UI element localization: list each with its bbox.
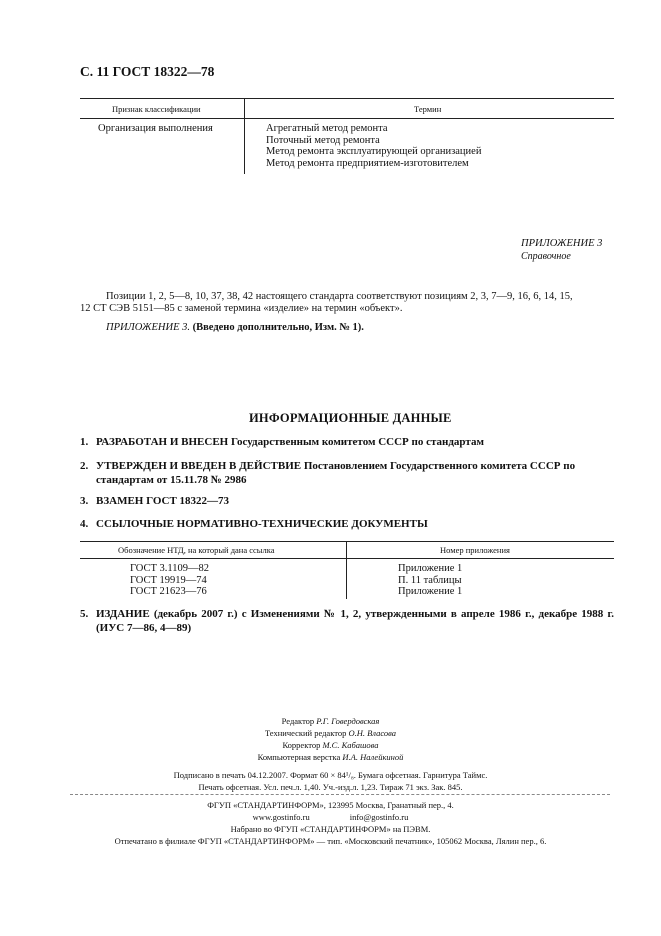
table-column-divider — [244, 98, 245, 174]
table-cell-term: Агрегатный метод ремонта — [266, 123, 388, 134]
imprint-layout: Компьютерная верстка И.А. Налейкиной — [257, 752, 404, 762]
table-header-feature: Признак классификации — [112, 104, 201, 114]
ref-table-appendix: Приложение 1 — [398, 586, 463, 597]
imprint-website: www.gostinfo.ru — [252, 812, 310, 822]
imprint-contacts — [0, 812, 661, 822]
appendix-subtitle: Справочное — [521, 251, 571, 262]
table-cell-term: Метод ремонта эксплуатирующей организацией — [266, 146, 482, 157]
ref-table-top-rule — [80, 541, 614, 542]
ref-table-appendix: П. 11 таблицы — [398, 574, 462, 586]
page-header: С. 11 ГОСТ 18322—78 — [80, 64, 215, 79]
ref-table-header-doc: Обозначение НТД, на который дана ссылка — [118, 545, 275, 555]
info-item-number: 3. — [80, 495, 89, 507]
appendix-note-label: ПРИЛОЖЕНИЕ 3. — [106, 322, 190, 333]
ref-table-doc: ГОСТ 3.1109—82 — [130, 563, 210, 574]
imprint-corrector: Корректор М.С. Кабашова — [282, 740, 379, 750]
appendix-paragraph-line: Позиции 1, 2, 5—8, 10, 37, 38, 42 настоящего стандарта соответствуют позициям 2, 3, 7—9, 16, 6, 14, 15, — [106, 291, 573, 302]
appendix-title: ПРИЛОЖЕНИЕ 3 — [521, 238, 603, 249]
imprint-editor: Редактор Р.Г. Говердовская — [281, 716, 380, 726]
appendix-note — [106, 322, 364, 333]
info-item-text: УТВЕРЖДЕН И ВВЕДЕН В ДЕЙСТВИЕ Постановлением Государственного комитета СССР по стандартам от 15.11.78 № 2986 — [96, 460, 576, 486]
table-header-term: Термин — [414, 104, 442, 114]
ref-table-header-rule — [80, 558, 614, 559]
imprint-print-line: Подписано в печать 04.12.2007. Формат 60 × 84¹/₈. Бумага офсетная. Гарнитура Таймс. — [173, 770, 488, 780]
imprint-email: info@gostinfo.ru — [349, 812, 409, 822]
info-item-text: ССЫЛОЧНЫЕ НОРМАТИВНО-ТЕХНИЧЕСКИЕ ДОКУМЕНТЫ — [96, 518, 428, 530]
info-item-number: 4. — [80, 518, 89, 530]
imprint-publisher: ФГУП «СТАНДАРТИНФОРМ», 123995 Москва, Гранатный пер., 4. — [207, 800, 454, 810]
table-header-rule — [80, 118, 614, 119]
info-item-number: 5. — [80, 608, 89, 620]
ref-table-doc: ГОСТ 19919—74 — [130, 574, 207, 586]
info-item — [80, 495, 614, 509]
info-item-number: 1. — [80, 436, 89, 448]
info-item-text: ИЗДАНИЕ (декабрь 2007 г.) с Изменениями № 1, 2, утвержденными в апреле 1986 г., декабре 1988 г. (ИУС 7—86, 4—89) — [96, 608, 614, 634]
table-cell-term: Метод ремонта предприятием-изготовителем — [266, 157, 469, 169]
info-title: ИНФОРМАЦИОННЫЕ ДАННЫЕ — [249, 411, 452, 425]
table-cell-feature: Организация выполнения — [98, 123, 213, 134]
info-item — [80, 518, 614, 532]
ref-table-appendix: Приложение 1 — [398, 563, 463, 574]
imprint-tech-editor: Технический редактор О.Н. Власова — [264, 728, 397, 738]
imprint-printed: Отпечатано в филиале ФГУП «СТАНДАРТИНФОРМ» — тип. «Московский печатник», 105062 Москва, Лялин пер., 6. — [114, 836, 547, 846]
info-item-number: 2. — [80, 460, 89, 472]
imprint-dashed-rule — [70, 794, 610, 795]
info-item — [80, 436, 614, 450]
imprint-print-line: Печать офсетная. Усл. печ.л. 1,40. Уч.-изд.л. 1,23. Тираж 71 экз. Зак. 845. — [198, 782, 463, 792]
ref-table-header-appendix: Номер приложения — [440, 545, 510, 555]
info-item — [80, 460, 614, 487]
info-item-text: РАЗРАБОТАН И ВНЕСЕН Государственным комитетом СССР по стандартам — [96, 436, 484, 448]
table-top-rule — [80, 98, 614, 99]
info-item-text: ВЗАМЕН ГОСТ 18322—73 — [96, 495, 230, 507]
ref-table-column-divider — [346, 541, 347, 599]
imprint-typeset: Набрано во ФГУП «СТАНДАРТИНФОРМ» на ПЭВМ. — [230, 824, 431, 834]
appendix-note-text: (Введено дополнительно, Изм. № 1). — [192, 322, 364, 333]
info-item — [80, 608, 614, 635]
ref-table-doc: ГОСТ 21623—76 — [130, 586, 207, 597]
appendix-paragraph-line: 12 СТ СЭВ 5151—85 с заменой термина «изделие» на термин «объект». — [80, 303, 403, 314]
table-cell-term: Поточный метод ремонта — [266, 134, 380, 146]
